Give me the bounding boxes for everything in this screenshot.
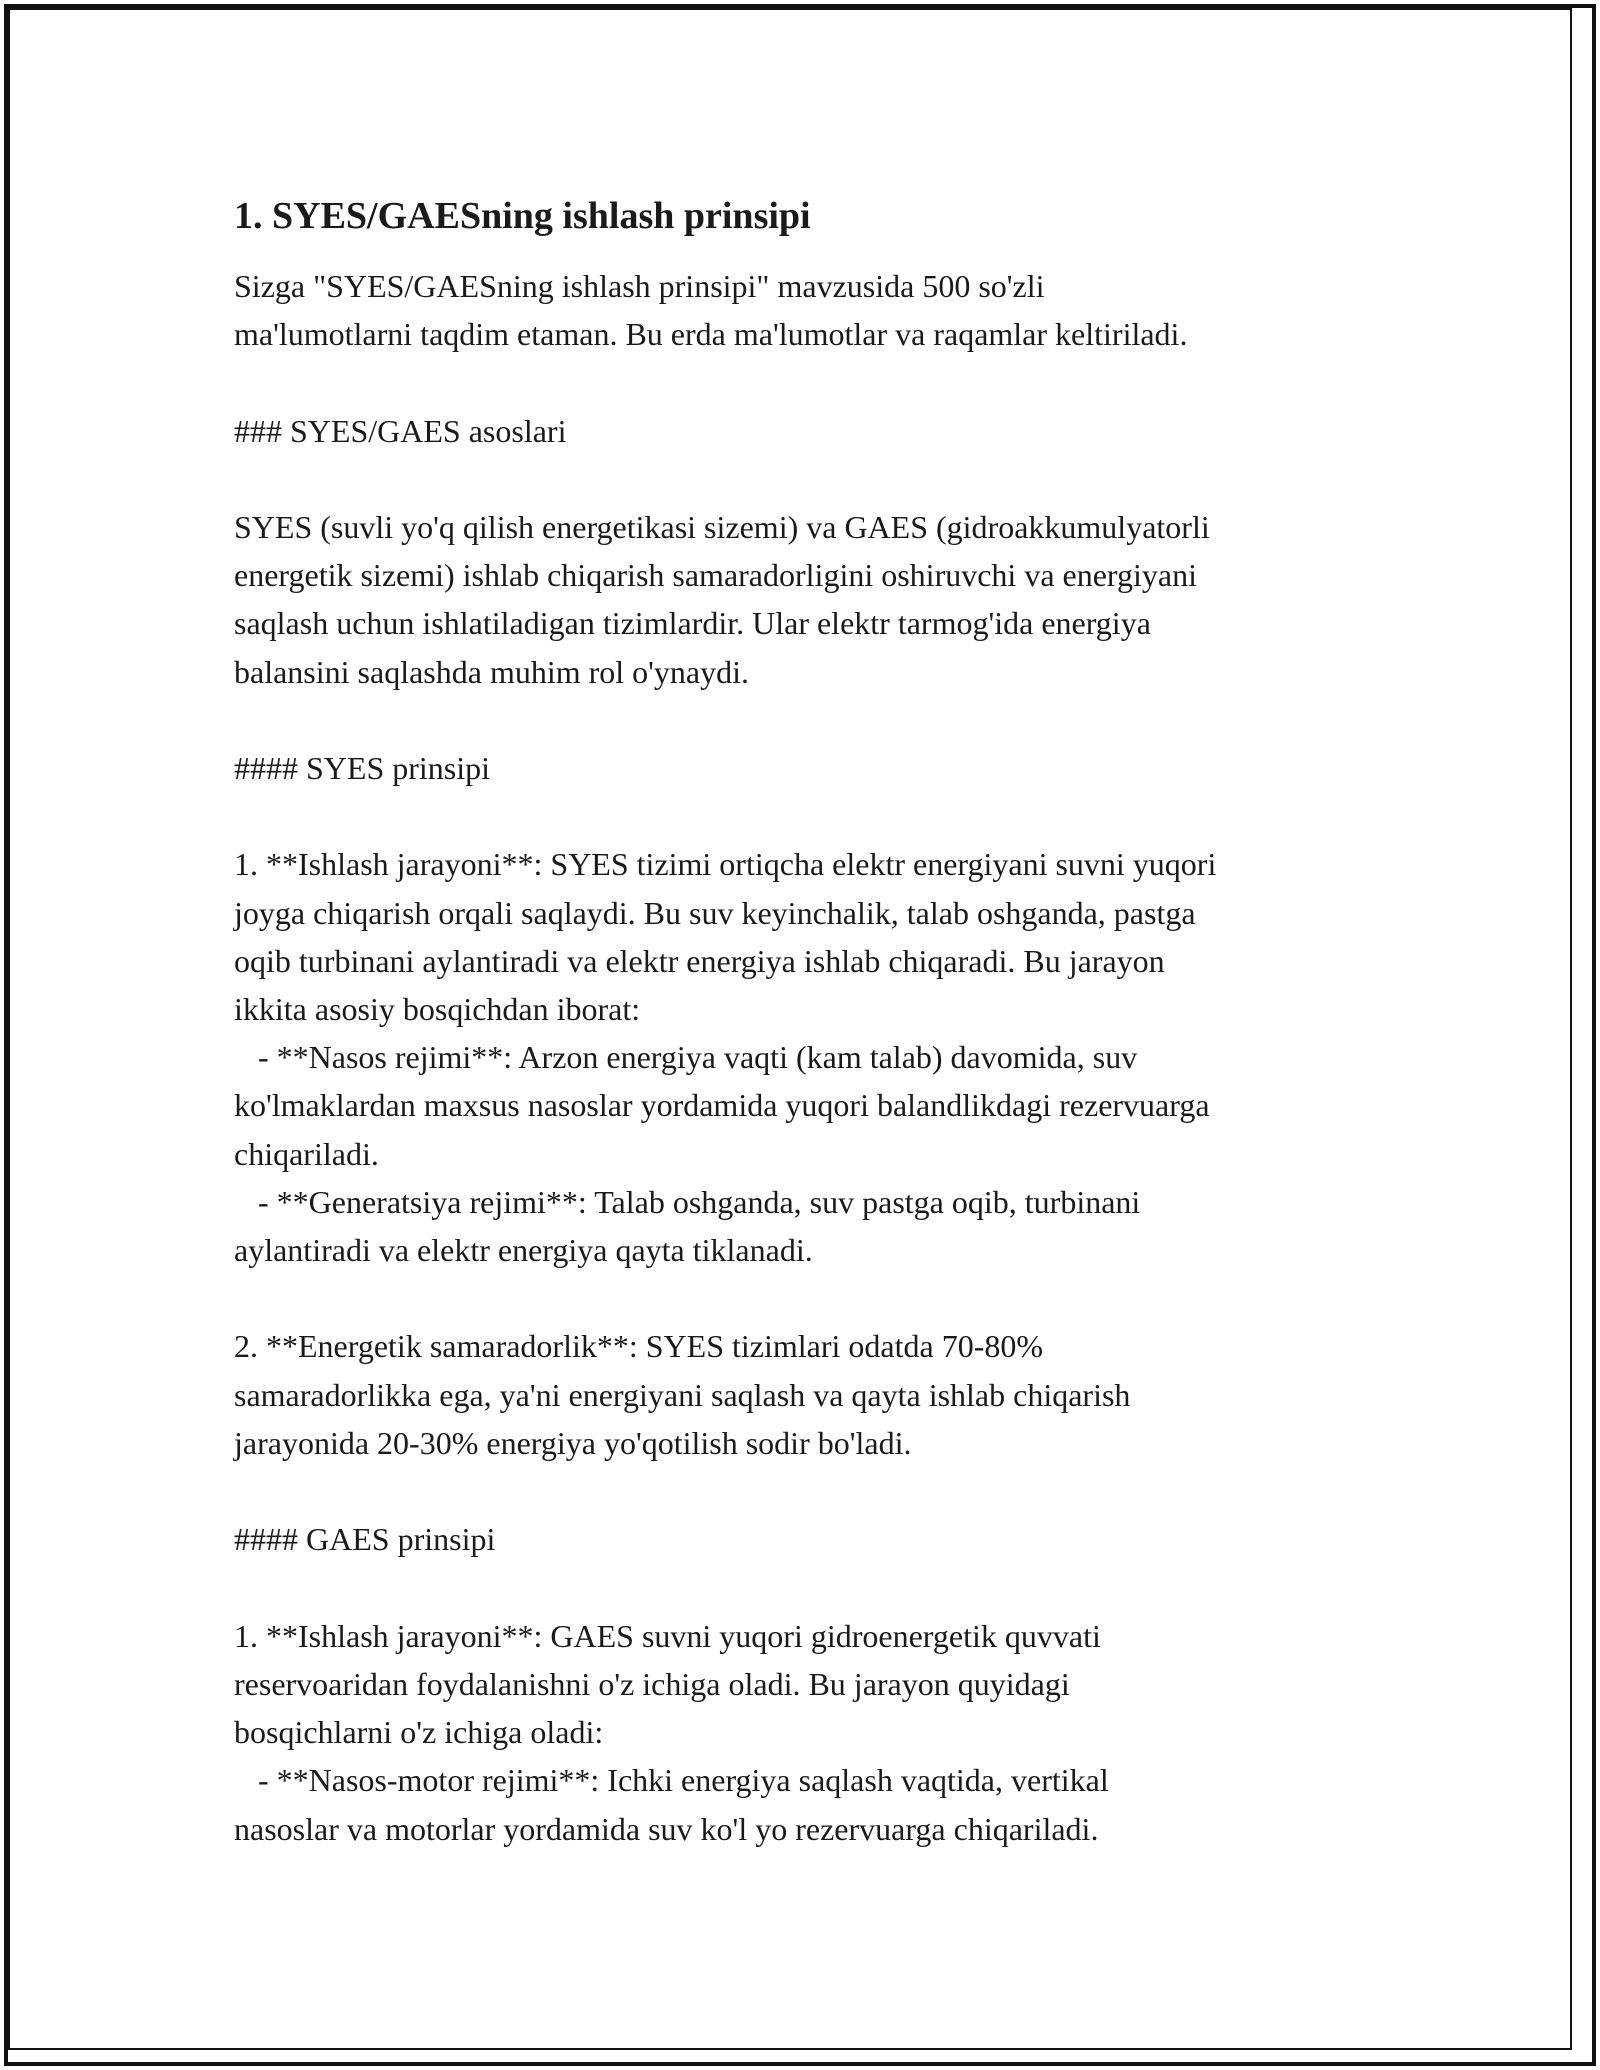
document-body: Sizga "SYES/GAESning ishlash prinsipi" mavzusida 500 so'zli ma'lumotlarni taqdim etaman. Bu erda ma'lumotlar va raqamlar keltiriladi. ### SYES/GAES asoslari SYES (suvli yo'q qilish energetikasi sizemi) va GAES (gidroakkumulyatorli energetik sizemi) ishlab chiqarish samaradorligini oshiruvchi va energiyani saqlash uchun ishlatiladigan tizimlardir. Ular elektr tarmog'ida energiya balansini saqlashda muhim rol o'ynaydi. #### SYES prinsipi 1. **Ishlash jarayoni**: SYES tizimi ortiqcha elektr energiyani suvni yuqori joyga chiqarish orqali saqlaydi. Bu suv keyinchalik, talab oshganda, pastga oqib turbinani aylantiradi va elektr energiya ishlab chiqaradi. Bu jarayon ikkita asosiy bosqichdan iborat: - **Nasos rejimi**: Arzon energiya vaqti (kam talab) davomida, suv ko'lmaklardan maxsus nasoslar yordamida yuqori balandlikdagi rezervuarga chiqariladi. - **Generatsiya rejimi**: Talab oshganda, suv pastga oqib, turbinani aylantiradi va elektr energiya qayta tiklanadi. 2. **Energetik samaradorlik**: SYES tizimlari odatda 70-80% samaradorlikka ega, ya'ni energiyani saqlash va qayta ishlab chiqarish jarayonida 20-30% energiya yo'qotilish sodir bo'ladi. #### GAES prinsipi 1. **Ishlash jarayoni**: GAES suvni yuqori gidroenergetik quvvati reservoaridan foydalanishni o'z ichiga oladi. Bu jarayon quyidagi bosqichlarni o'z ichiga oladi: - **Nasos-motor rejimi**: Ichki energiya saqlash vaqtida, vertikal nasoslar va motorlar yordamida suv ko'l yo rezervuarga chiqariladi. xyxy=(234,268,1217,1847)
document-title: 1. SYES/GAESning ishlash prinsipi xyxy=(234,195,811,237)
document-content xyxy=(234,192,1374,1853)
